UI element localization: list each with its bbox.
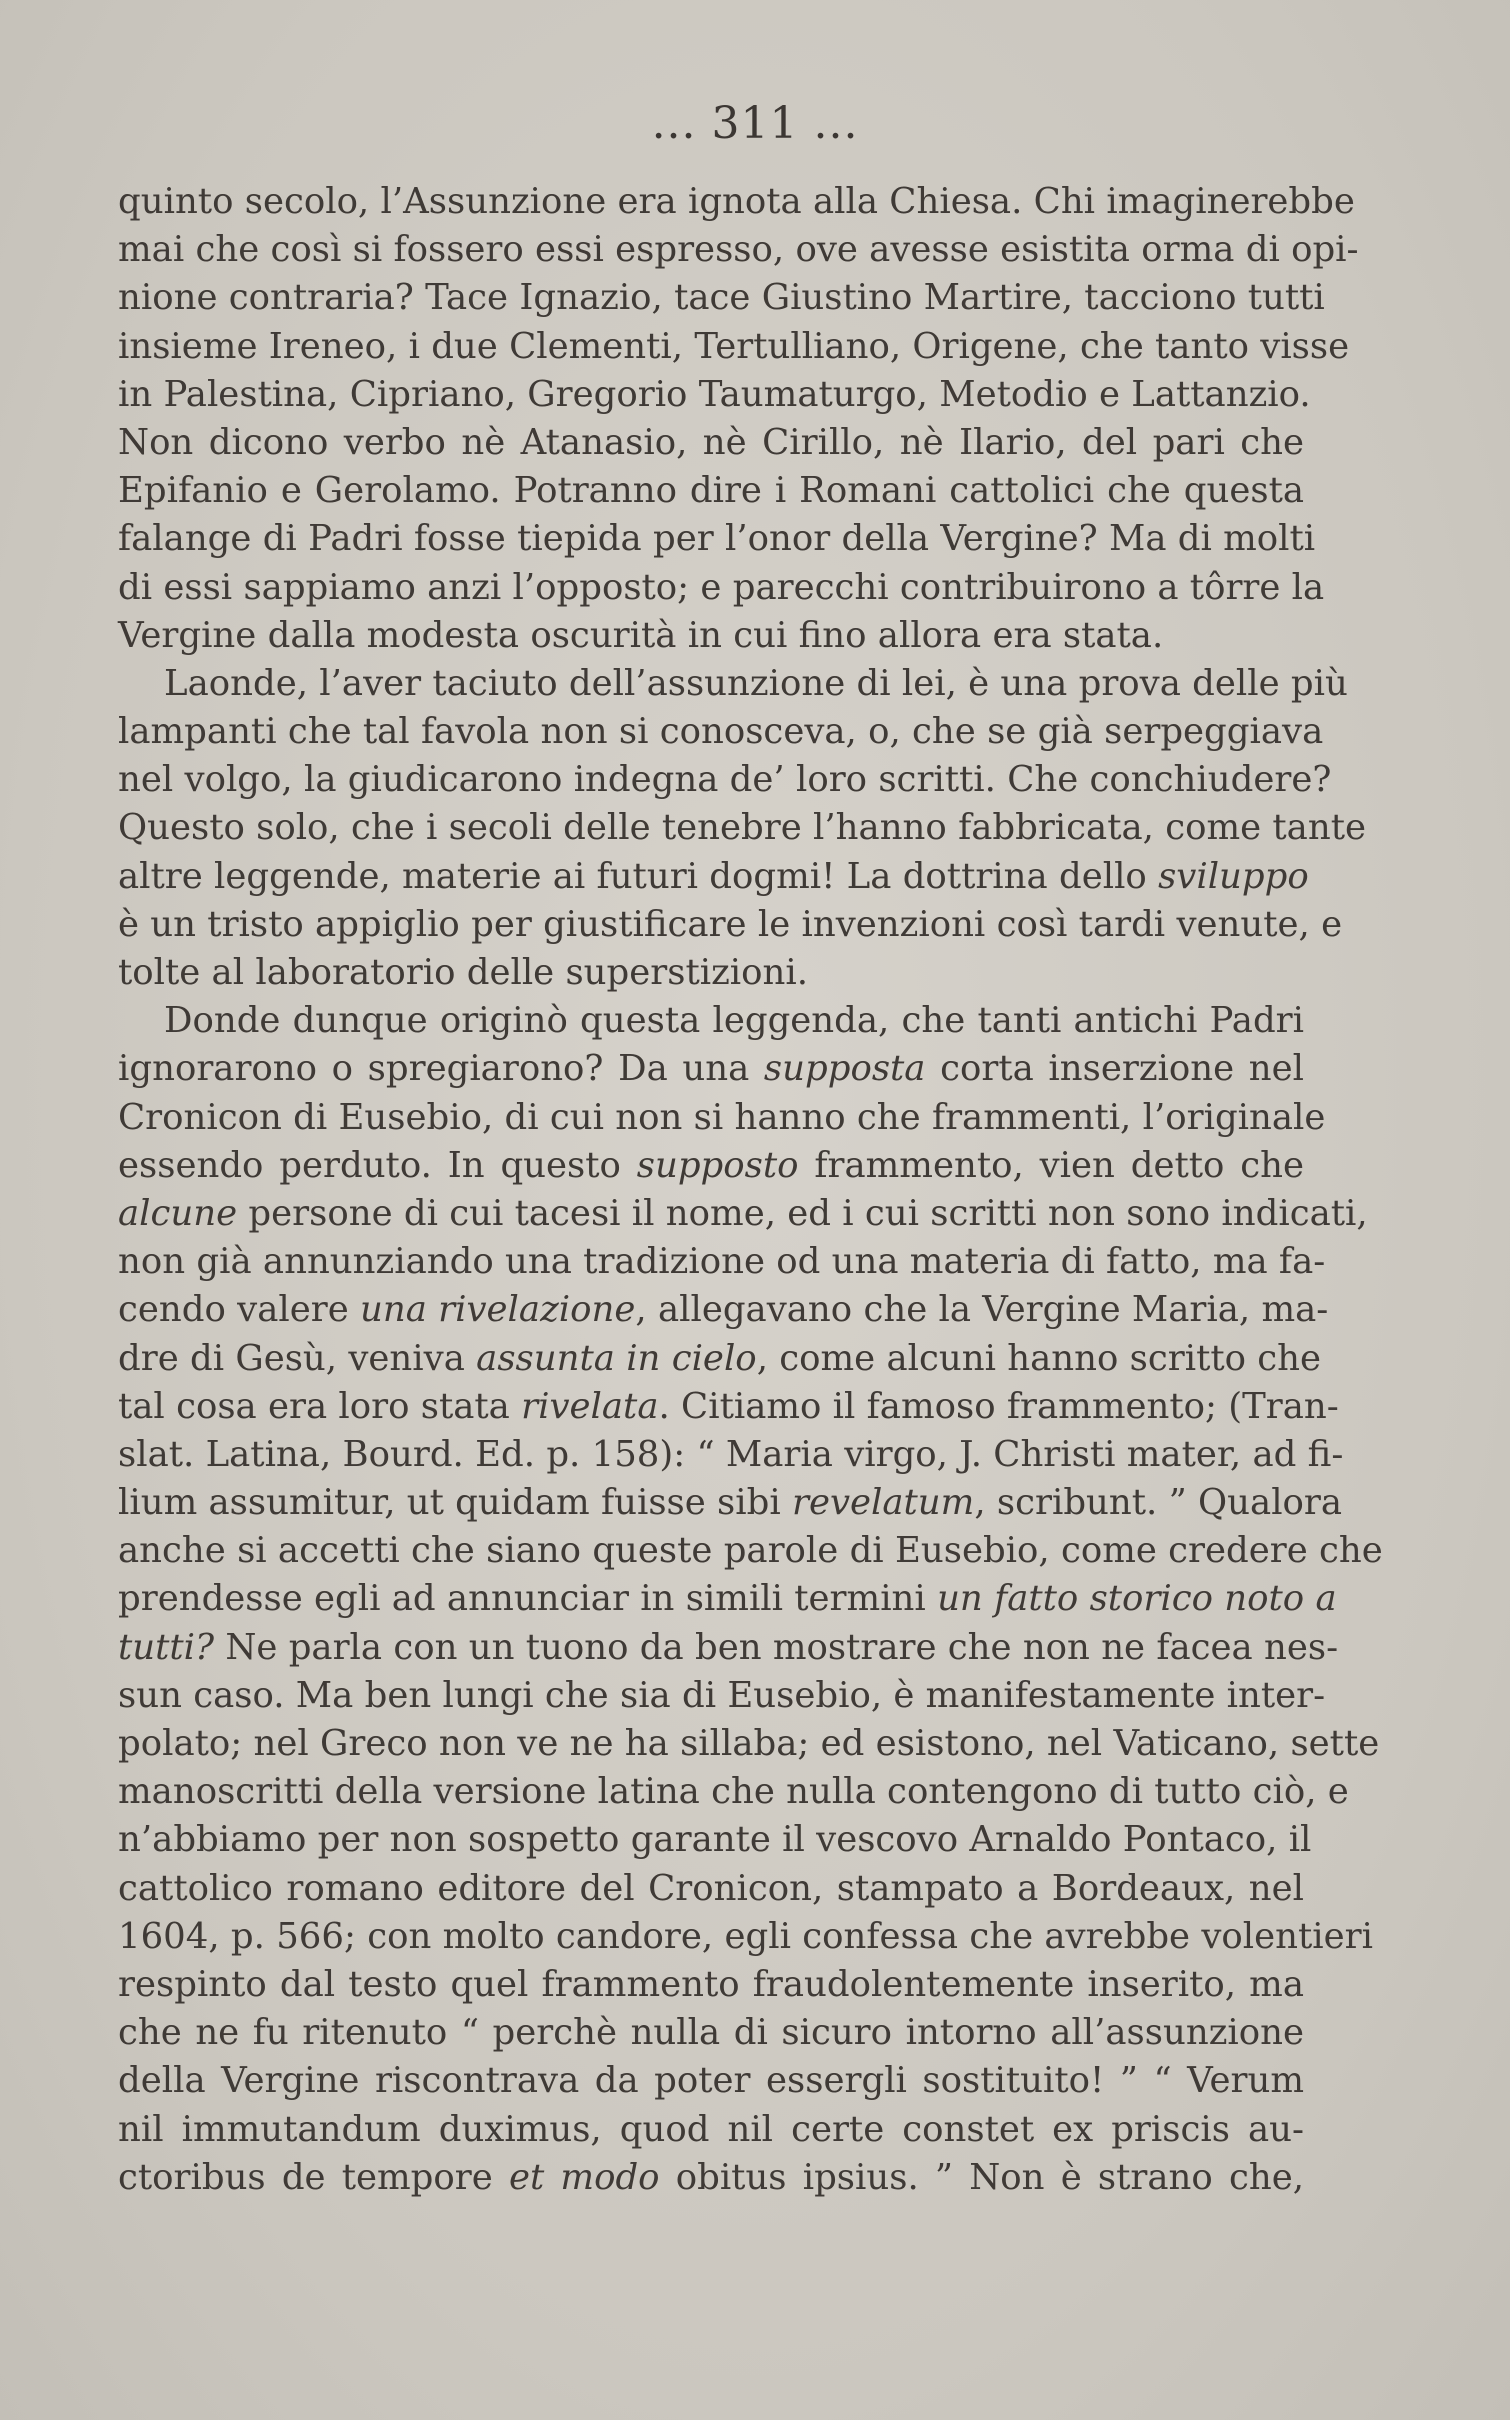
text-line: manoscritti della versione latina che nulla contengono di tutto ciò, e — [118, 1771, 1349, 1813]
text-line: Donde dunque originò questa leggenda, che tanti antichi Padri — [164, 1000, 1304, 1042]
text-line: è un tristo appiglio per giustificare le invenzioni così tardi venute, e — [118, 903, 1343, 945]
text-line: ignorarono o spregiarono? Da una supposta corta inserzione nel — [118, 1048, 1305, 1090]
text-line: Epifanio e Gerolamo. Potranno dire i Romani cattolici che questa — [118, 470, 1304, 512]
page-number: ... 311 ... — [651, 98, 859, 149]
text-line: mai che così si fossero essi espresso, ove avesse esistita orma di opi- — [118, 229, 1359, 271]
text-line: di essi sappiamo anzi l’opposto; e parecchi contribuirono a tôrre la — [118, 566, 1325, 608]
text-line: nel volgo, la giudicarono indegna de’ loro scritti. Che conchiudere? — [118, 759, 1332, 801]
text-line: tutti? Ne parla con un tuono da ben mostrare che non ne facea nes- — [118, 1626, 1339, 1668]
text-line: lium assumitur, ut quidam fuisse sibi revelatum, scribunt. ” Qualora — [118, 1482, 1343, 1524]
text-line: quinto secolo, l’Assunzione era ignota alla Chiesa. Chi imaginerebbe — [118, 181, 1355, 222]
text-line: Vergine dalla modesta oscurità in cui fino allora era stata. — [118, 614, 1164, 656]
text-line: Laonde, l’aver taciuto dell’assunzione di lei, è una prova delle più — [164, 662, 1348, 704]
text-line: che ne fu ritenuto “ perchè nulla di sicuro intorno all’assunzione — [118, 2012, 1304, 2054]
text-line: della Vergine riscontrava da poter essergli sostituito! ” “ Verum — [118, 2060, 1304, 2102]
text-line: respinto dal testo quel frammento fraudolentemente inserito, ma — [118, 1963, 1304, 2005]
text-line: cendo valere una rivelazione, allegavano che la Vergine Maria, ma- — [118, 1289, 1329, 1331]
text-line: essendo perduto. In questo supposto frammento, vien detto che — [118, 1144, 1304, 1186]
text-line: tal cosa era loro stata rivelata. Citiamo il famoso frammento; (Tran- — [118, 1385, 1339, 1427]
text-line: cattolico romano editore del Cronicon, stampato a Bordeaux, nel — [118, 1867, 1304, 1909]
text-line: n’abbiamo per non sospetto garante il vescovo Arnaldo Pontaco, il — [118, 1819, 1312, 1861]
text-line: ctoribus de tempore et modo obitus ipsius. ” Non è strano che, — [118, 2156, 1304, 2198]
text-line: Questo solo, che i secoli delle tenebre l’hanno fabbricata, come tante — [118, 807, 1366, 849]
text-line: prendesse egli ad annunciar in simili termini un fatto storico noto a — [118, 1578, 1337, 1620]
text-line: sun caso. Ma ben lungi che sia di Eusebio, è manifestamente inter- — [118, 1674, 1326, 1716]
text-line: in Palestina, Cipriano, Gregorio Taumaturgo, Metodio e Lattanzio. — [118, 373, 1311, 415]
text-line: non già annunziando una tradizione od una materia di fatto, ma fa- — [118, 1241, 1326, 1283]
text-line: polato; nel Greco non ve ne ha sillaba; ed esistono, nel Vaticano, sette — [118, 1723, 1380, 1764]
text-line: nil immutandum duximus, quod nil certe constet ex priscis au- — [118, 2108, 1304, 2150]
text-line: lampanti che tal favola non si conosceva, o, che se già serpeggiava — [118, 711, 1324, 753]
body-text — [118, 178, 1383, 2202]
text-line: tolte al laboratorio delle superstizioni. — [118, 952, 809, 993]
text-line: slat. Latina, Bourd. Ed. p. 158): “ Maria virgo, J. Christi mater, ad fi- — [118, 1433, 1344, 1475]
text-line: anche si accetti che siano queste parole di Eusebio, come credere che — [118, 1530, 1383, 1572]
text-line: Non dicono verbo nè Atanasio, nè Cirillo, nè Ilario, del pari che — [118, 421, 1304, 463]
text-line: 1604, p. 566; con molto candore, egli confessa che avrebbe volentieri — [118, 1915, 1373, 1957]
text-line: dre di Gesù, veniva assunta in cielo, come alcuni hanno scritto che — [118, 1337, 1322, 1379]
text-line: insieme Ireneo, i due Clementi, Tertulliano, Origene, che tanto visse — [118, 325, 1350, 367]
text-line: nione contraria? Tace Ignazio, tace Giustino Martire, tacciono tutti — [118, 277, 1325, 319]
text-line: falange di Padri fosse tiepida per l’onor della Vergine? Ma di molti — [118, 518, 1316, 560]
text-line: Cronicon di Eusebio, di cui non si hanno che frammenti, l’originale — [118, 1096, 1326, 1138]
text-line: alcune persone di cui tacesi il nome, ed i cui scritti non sono indicati, — [118, 1192, 1368, 1234]
text-line: altre leggende, materie ai futuri dogmi! La dottrina dello sviluppo — [118, 855, 1309, 897]
